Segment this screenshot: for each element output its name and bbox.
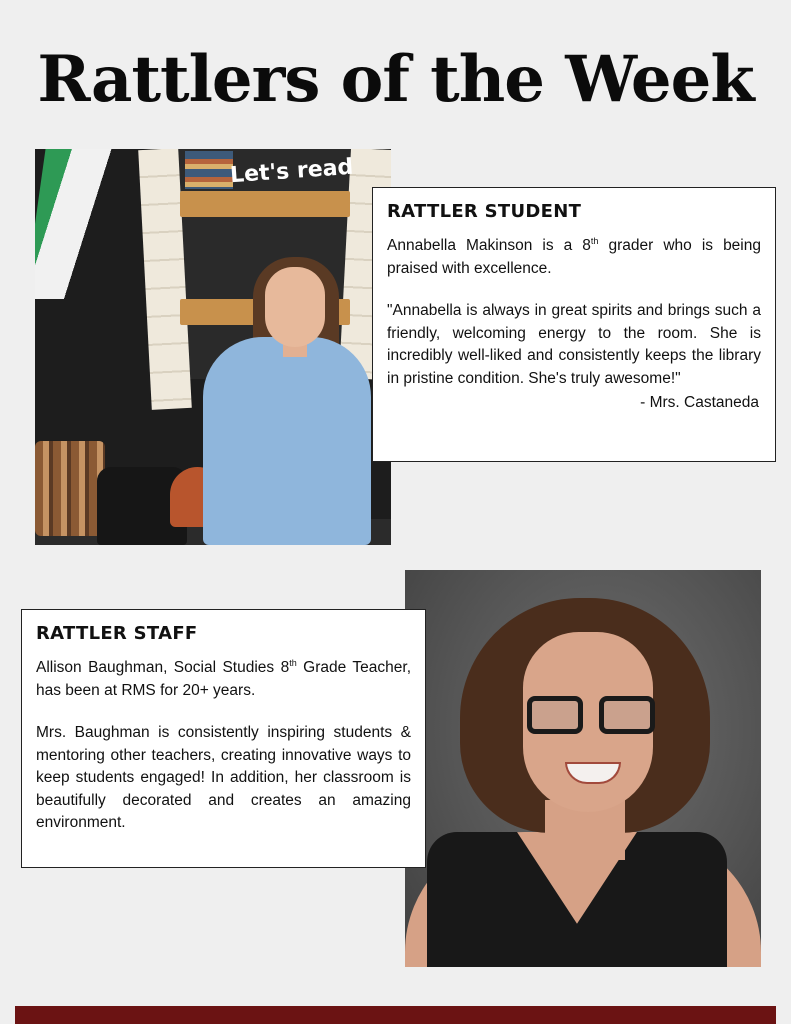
staff-heading: RATTLER STAFF [36, 623, 198, 644]
student-signature: - Mrs. Castaneda [640, 394, 759, 411]
footer-bar [15, 1006, 776, 1024]
staff-card [21, 609, 426, 868]
student-heading: RATTLER STUDENT [387, 201, 582, 222]
student-intro: Annabella Makinson is a 8th grader who is being praised with excellence. [387, 235, 761, 277]
student-photo [35, 149, 391, 545]
staff-photo [405, 570, 761, 967]
staff-description: Mrs. Baughman is consistently inspiring students & mentoring other teachers, creating innovative ways to keep students engaged! In addition, her classroom is beautifully decorated and creates an amazing environment. [36, 724, 411, 831]
student-quote: "Annabella is always in great spirits and brings such a friendly, welcoming energy to the room. She is incredibly well-liked and consistently keeps the library in pristine condition. She's truly awesome!" [387, 302, 761, 387]
staff-intro: Allison Baughman, Social Studies 8th Grade Teacher, has been at RMS for 20+ years. [36, 657, 411, 699]
bulletin-board-sign: Let's read [229, 154, 355, 189]
student-card [372, 187, 776, 462]
page-title: Rattlers of the Week [37, 42, 754, 117]
